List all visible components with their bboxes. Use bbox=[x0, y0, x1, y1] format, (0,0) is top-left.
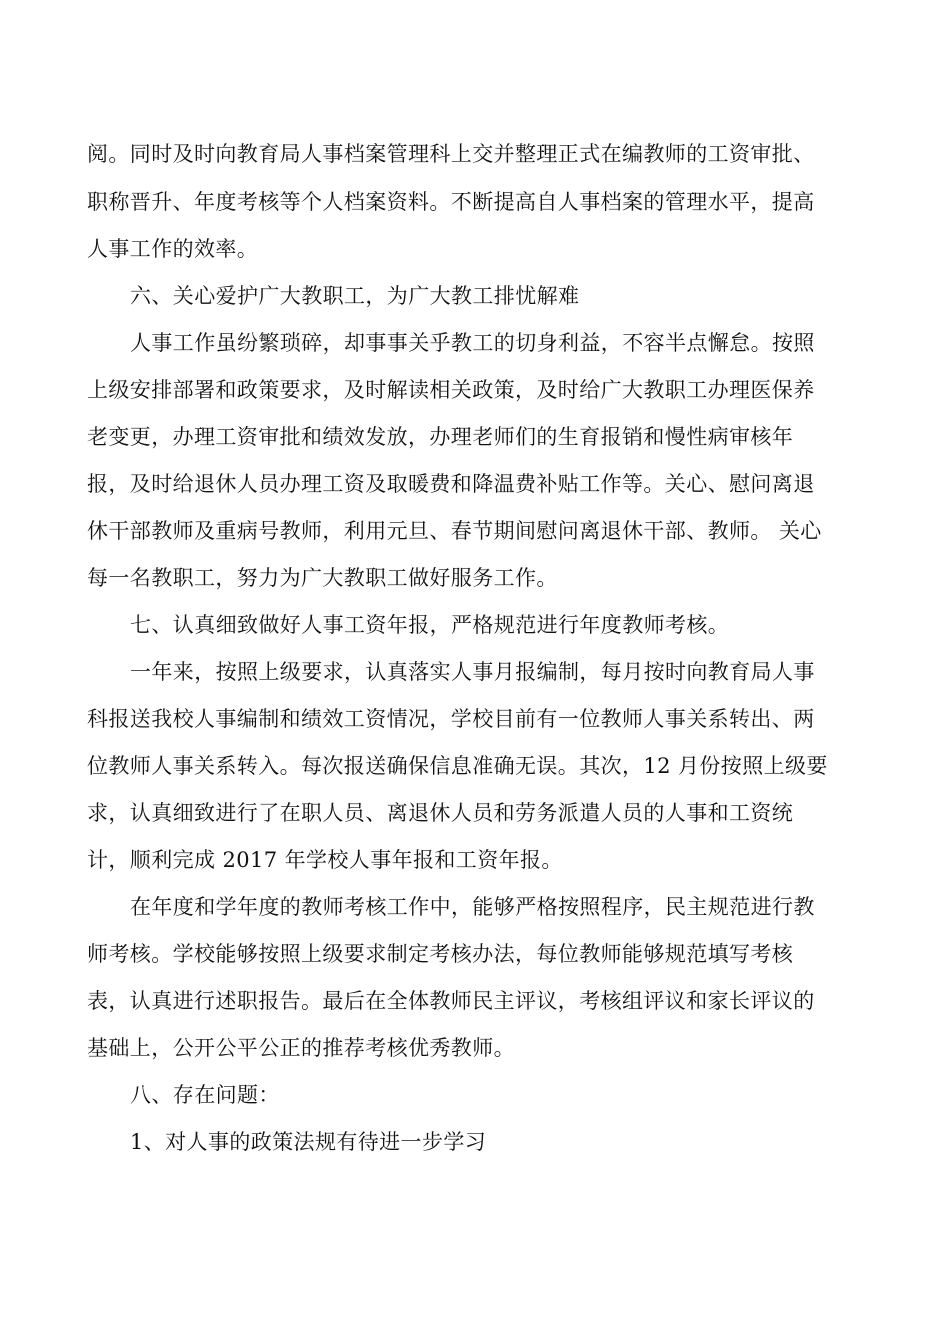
body-line: 上级安排部署和政策要求，及时解读相关政策，及时给广大教职工办理医保养 bbox=[87, 378, 815, 402]
section-heading: 八、存在问题： bbox=[130, 1083, 280, 1107]
body-line: 计，顺利完成 2017 年学校人事年报和工资年报。 bbox=[87, 848, 563, 872]
body-line: 人事工作的效率。 bbox=[87, 237, 259, 261]
section-heading: 七、认真细致做好人事工资年报，严格规范进行年度教师考核。 bbox=[130, 613, 730, 637]
body-line: 表，认真进行述职报告。最后在全体教师民主评议，考核组评议和家长评议的 bbox=[87, 989, 815, 1013]
body-line: 职称晋升、年度考核等个人档案资料。不断提高自人事档案的管理水平，提高 bbox=[87, 190, 815, 214]
body-line: 科报送我校人事编制和绩效工资情况，学校目前有一位教师人事关系转出、两 bbox=[87, 707, 815, 731]
body-line: 阅。同时及时向教育局人事档案管理科上交并整理正式在编教师的工资审批、 bbox=[87, 142, 815, 166]
body-line: 报，及时给退休人员办理工资及取暖费和降温费补贴工作等。关心、慰问离退 bbox=[87, 472, 815, 496]
body-line: 师考核。学校能够按照上级要求制定考核办法，每位教师能够规范填写考核 bbox=[87, 942, 794, 966]
body-line: 位教师人事关系转入。每次报送确保信息准确无误。其次，12 月份按照上级要 bbox=[87, 754, 828, 778]
body-line: 基础上，公开公平公正的推荐考核优秀教师。 bbox=[87, 1036, 515, 1060]
body-line: 每一名教职工，努力为广大教职工做好服务工作。 bbox=[87, 566, 558, 590]
body-line: 老变更，办理工资审批和绩效发放，办理老师们的生育报销和慢性病审核年 bbox=[87, 425, 794, 449]
section-heading: 六、关心爱护广大教职工，为广大教工排忧解难 bbox=[130, 284, 580, 308]
body-line: 在年度和学年度的教师考核工作中，能够严格按照程序，民主规范进行教 bbox=[130, 895, 815, 919]
body-line: 人事工作虽纷繁琐碎，却事事关乎教工的切身利益，不容半点懈怠。按照 bbox=[130, 331, 815, 355]
body-line: 休干部教师及重病号教师，利用元旦、春节期间慰问离退休干部、教师。 关心 bbox=[87, 519, 822, 543]
body-line: 一年来，按照上级要求，认真落实人事月报编制，每月按时向教育局人事 bbox=[130, 660, 815, 684]
body-line: 求，认真细致进行了在职人员、离退休人员和劳务派遣人员的人事和工资统 bbox=[87, 801, 794, 825]
list-item: 1、对人事的政策法规有待进一步学习 bbox=[130, 1130, 487, 1154]
